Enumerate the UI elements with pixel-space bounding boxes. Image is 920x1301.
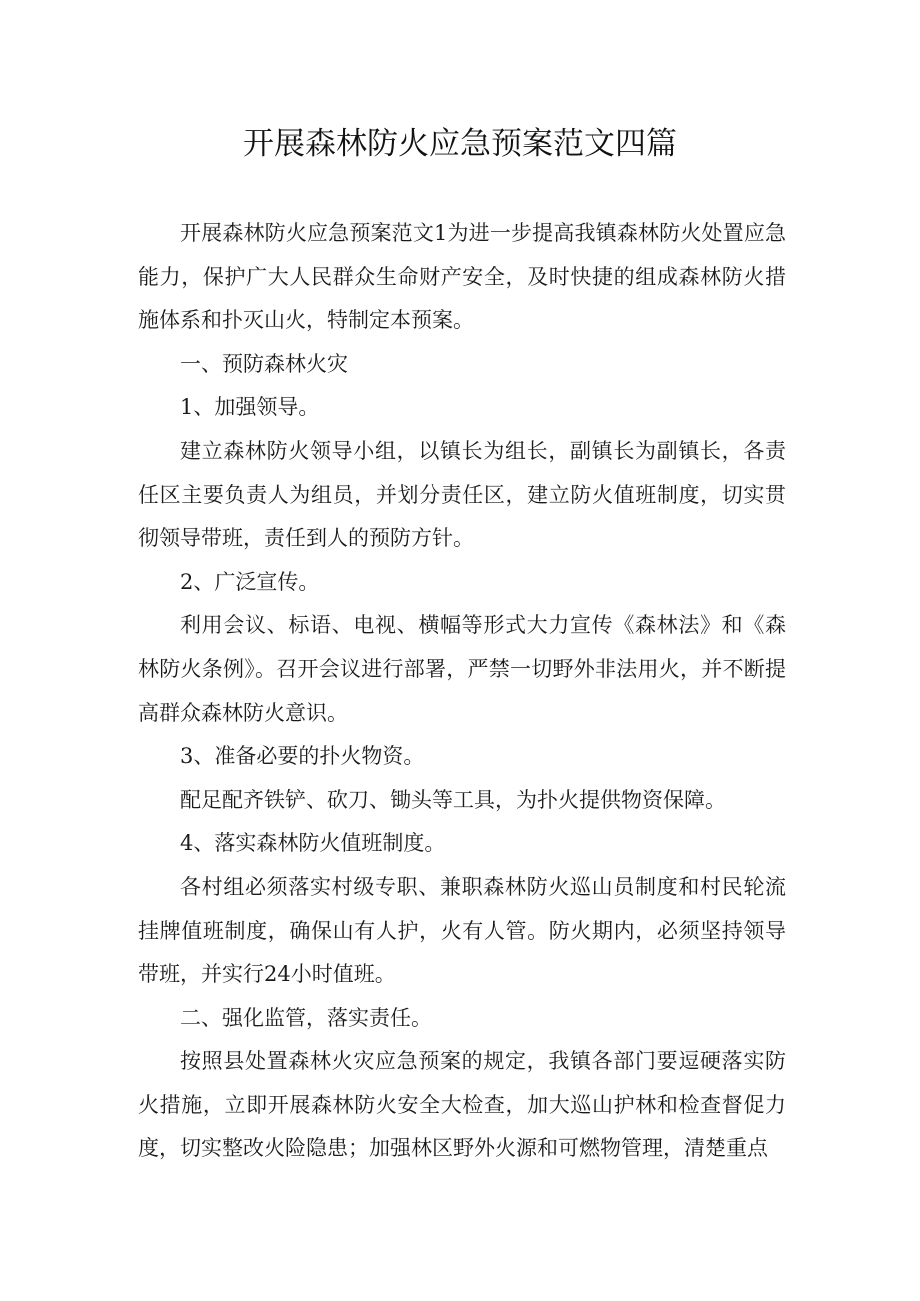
subheading-2: 2、广泛宣传。 (180, 569, 320, 594)
document-body (138, 212, 786, 1171)
paragraph-supplies: 配足配齐铁铲、砍刀、锄头等工具，为扑火提供物资保障。 (180, 787, 726, 812)
paragraph-duty: 各村组必须落实村级专职、兼职森林防火巡山员制度和村民轮流挂牌值班制度，确保山有人护，火有人管。防火期内，必须坚持领导带班，并实行24小时值班。 (138, 874, 786, 987)
paragraph-supervision: 按照县处置森林火灾应急预案的规定，我镇各部门要逗硬落实防火措施，立即开展森林防火安全大检查，加大巡山护林和检查督促力度，切实整改火险隐患；加强林区野外火源和可燃物管理，清楚重点 (138, 1049, 786, 1161)
subheading-1: 1、加强领导。 (180, 395, 320, 420)
paragraph-intro: 开展森林防火应急预案范文1为进一步提高我镇森林防火处置应急能力，保护广大人民群众生命财产安全，及时快捷的组成森林防火措施体系和扑灭山火，特制定本预案。 (138, 221, 786, 333)
document-title: 开展森林防火应急预案范文四篇 (243, 126, 677, 162)
subheading-4: 4、落实森林防火值班制度。 (180, 831, 446, 856)
heading-section-2: 二、强化监管，落实责任。 (180, 1005, 432, 1030)
subheading-3: 3、准备必要的扑火物资。 (180, 744, 425, 769)
heading-section-1: 一、预防森林火灾 (180, 351, 348, 376)
paragraph-publicity: 利用会议、标语、电视、横幅等形式大力宣传《森林法》和《森林防火条例》。召开会议进行部署，严禁一切野外非法用火，并不断提高群众森林防火意识。 (138, 613, 786, 725)
paragraph-leadership: 建立森林防火领导小组，以镇长为组长，副镇长为副镇长，各责任区主要负责人为组员，并划分责任区，建立防火值班制度，切实贯彻领导带班，责任到人的预防方针。 (138, 438, 786, 551)
